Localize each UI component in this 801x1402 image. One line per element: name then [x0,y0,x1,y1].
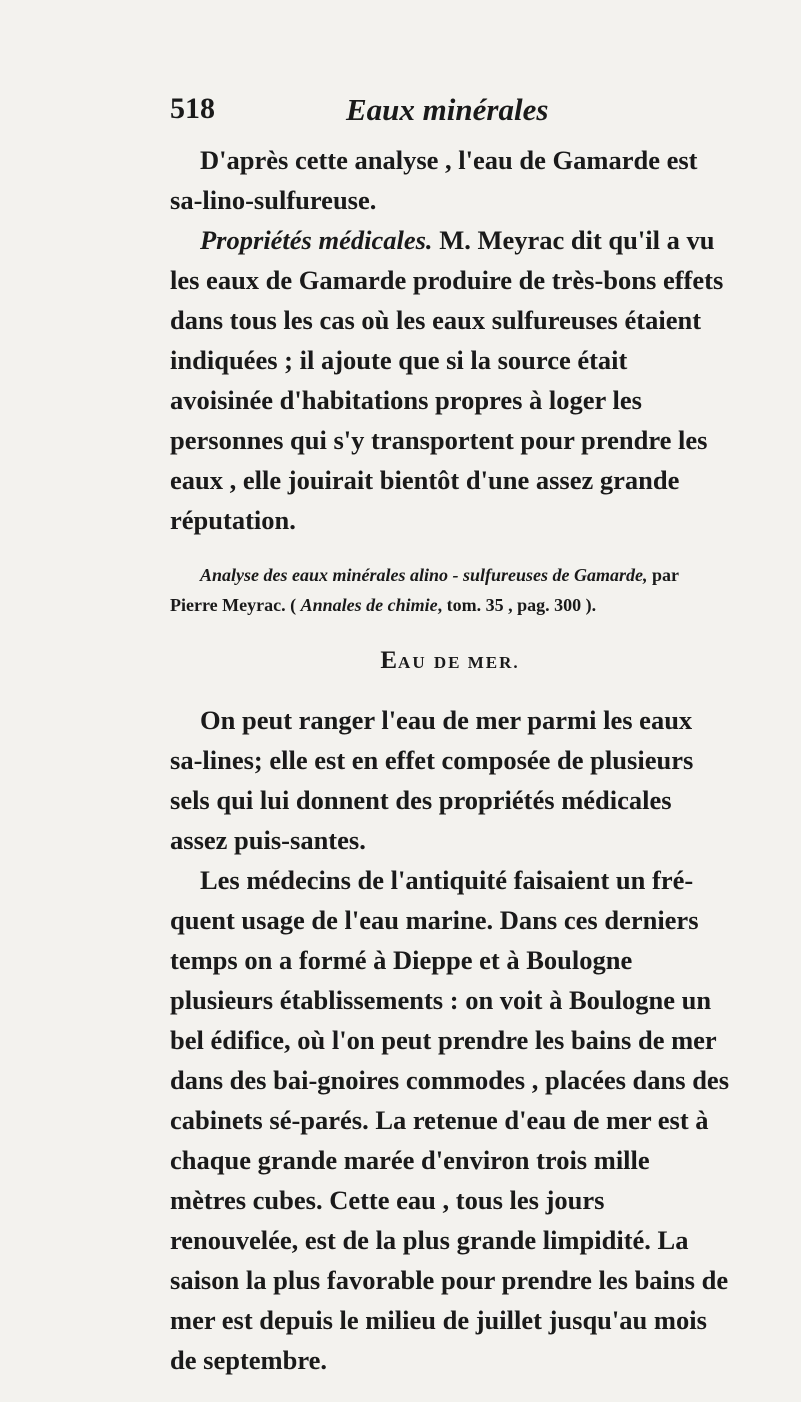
bibliographic-reference [170,560,730,620]
body-paragraph: Les médecins de l'antiquité faisaient un fré-quent usage de l'eau marine. Dans ces derniers temps on a formé à Dieppe et à Boulogne plusieurs établissements : on voit à Boulogne un bel édifice, où l'on peut prendre les bains de mer dans des bai-gnoires commodes , placées dans des cabinets sé-parés. La retenue d'eau de mer est à chaque grande marée d'environ trois mille mètres cubes. Cette eau , tous les jours renouvelée, est de la plus grande limpidité. La saison la plus favorable pour prendre les bains de mer est depuis le milieu de juillet jusqu'au mois de septembre. [170,865,730,1375]
properties-paragraph [170,220,730,540]
intro-paragraph: D'après cette analyse , l'eau de Gamarde est sa-lino-sulfureuse. [170,145,698,215]
section-heading-rest: AU [398,653,427,672]
properties-label: Propriétés médicales. [200,225,433,255]
page-content [170,140,730,1380]
section-heading-initial: E [380,647,399,674]
running-title: Eaux minérales [346,92,549,127]
properties-text: M. Meyrac dit qu'il a vu les eaux de Gamarde produire de très-bons effets dans tous les cas où les eaux sulfureuses étaient indiquées ; il ajoute que si la source était avoisinée d'habitations propres à loger les personnes qui s'y transportent pour prendre les eaux , elle jouirait bientôt d'une assez grande réputation. [170,225,724,535]
body-paragraph: On peut ranger l'eau de mer parmi les eaux sa-lines; elle est en effet composée de plusieurs sels qui lui donnent des propriétés médicales assez puis-santes. [170,705,694,855]
reference-journal: Annales de chimie [300,595,438,615]
section-heading [170,644,730,680]
reference-author: par Pierre Meyrac. ( [170,565,679,615]
reference-title: Analyse des eaux minérales alino - sulfureuses de Gamarde, [200,565,648,585]
reference-details: , tom. 35 , pag. 300 ). [437,595,597,615]
section-heading-small: DE MER. [433,653,520,672]
page-number: 518 [170,92,215,125]
page-header [170,92,730,132]
